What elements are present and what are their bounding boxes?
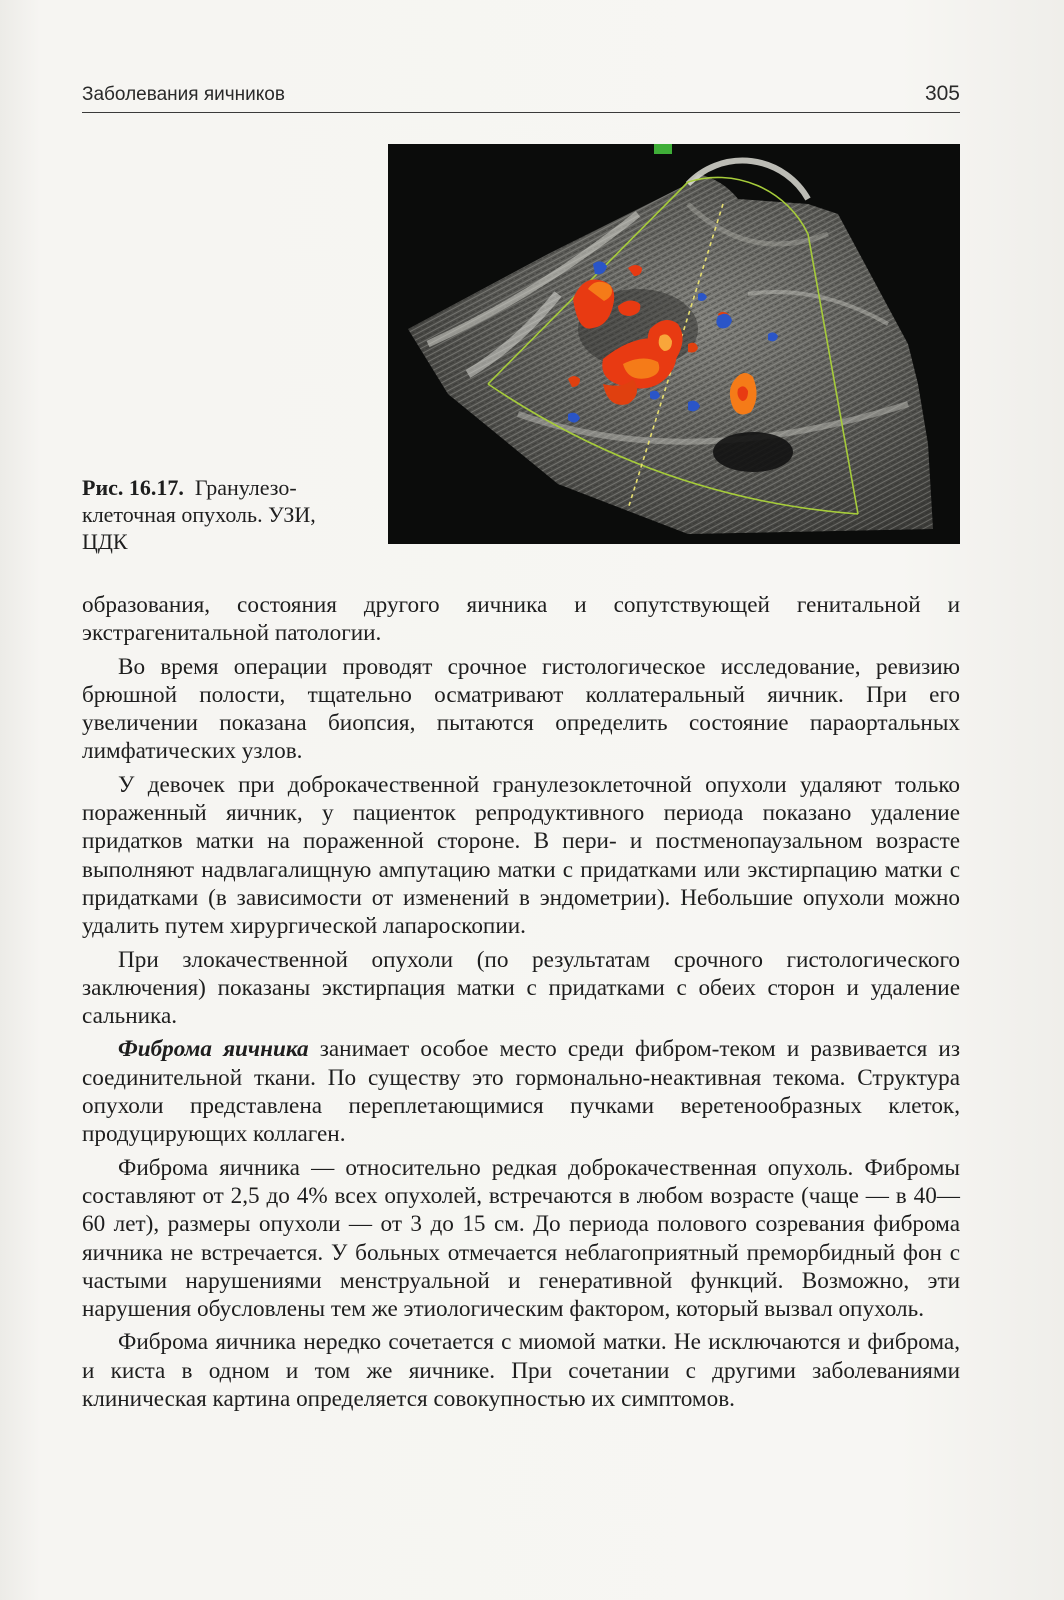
running-title: Заболевания яичников [82, 84, 285, 105]
paragraph-6: Фиброма яичника — относительно редкая доброкачественная опухоль. Фибромы составляют от 2,5 до 4% всех опухолей, встречаются в любом возрасте (чаще — в 40—60 лет), размеры опухоли — от 3 до 15 см. До периода полового созревания фиброма яичника не встречается. У больных отмечается неблагоприятный преморбидный фон с частыми нарушениями менструальной и генеративной функций. Возможно, эти нарушения обусловлены тем же этиологическим фактором, который вызвал опухоль. [82, 1154, 960, 1323]
paragraph-1: образования, состояния другого яичника и сопутствующей генитальной и экстрагенитальной патологии. [82, 592, 960, 647]
paragraph-5 [82, 1035, 960, 1148]
ultrasound-scan-graphic [388, 144, 960, 544]
caption-line-1-tail: Гранулезо- [194, 475, 297, 500]
caption-line-1 [82, 474, 372, 501]
paragraph-3: У девочек при доброкачественной гранулезоклеточной опухоли удаляют только пораженный яичник, у пациенток репродуктивного периода показано удаление придатков матки на пораженной стороне. В пери- и постменопаузальном возрасте выполняют надвлагалищную ампутацию матки с придатками или экстирпацию матки с придатками (в зависимости от изменений в эндометрии). Небольшие опухоли можно удалить путем хирургической лапароскопии. [82, 771, 960, 940]
caption-line-2: клеточная опухоль. УЗИ, [82, 502, 316, 527]
caption-line-3: ЦДК [82, 529, 128, 554]
page-number: 305 [924, 82, 960, 105]
body-text [82, 591, 960, 1418]
paragraph-7: Фиброма яичника нередко сочетается с миомой матки. Не исключаются и фиброма, и киста в одном и том же яичнике. При сочетании с другими заболеваниями клиническая картина определяется совокупностью их симптомов. [82, 1329, 960, 1413]
paragraph-4: При злокачественной опухоли (по результатам срочного гистологического заключения) показаны экстирпация матки с придатками с обеих сторон и удаление сальника. [82, 946, 960, 1030]
figure-caption [82, 474, 372, 555]
probe-marker-icon [654, 144, 672, 154]
ultrasound-doppler-image [388, 144, 960, 544]
figure-label: Рис. 16.17. [82, 475, 184, 500]
running-header [82, 82, 960, 113]
paragraph-5-text: занимает особое место среди фибром-теком и развивается из соединительной ткани. По существу это гормонально-неактивная текома. Структура опухоли представлена переплетающимися пучками веретенообразных клеток, продуцирующих коллаген. [82, 1036, 961, 1148]
term-fibroma: Фиброма яичника [118, 1036, 309, 1063]
paragraph-2: Во время операции проводят срочное гистологическое исследование, ревизию брюшной полости, тщательно осматривают коллатеральный яичник. При его увеличении показана биопсия, пытаются определить состояние параортальных лимфатических узлов. [82, 653, 960, 765]
